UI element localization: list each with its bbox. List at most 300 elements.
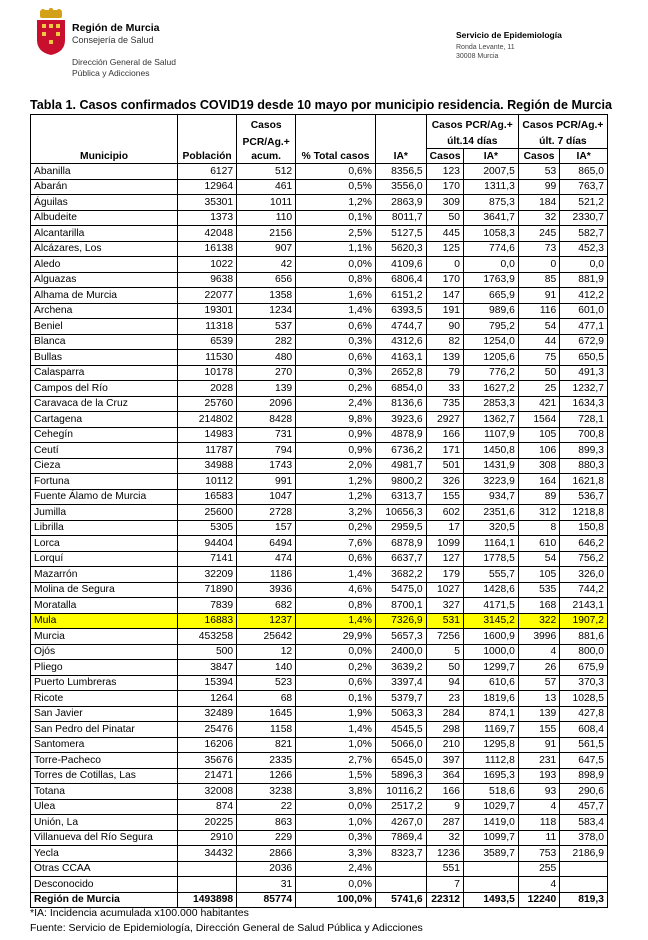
cell-casos-7d: 54 bbox=[518, 319, 559, 335]
cell-casos-14d: 191 bbox=[426, 303, 463, 319]
cell-ia: 4744,7 bbox=[375, 319, 426, 335]
cell-pct: 0,6% bbox=[296, 551, 376, 567]
source-note: Fuente: Servicio de Epidemiología, Dirección General de Salud Pública y Adicciones bbox=[30, 922, 423, 934]
cell-casos-7d: 4 bbox=[518, 799, 559, 815]
cell-poblacion: 11318 bbox=[178, 319, 237, 335]
cell-municipio: Abanilla bbox=[31, 164, 178, 180]
cell-casos-14d: 501 bbox=[426, 458, 463, 474]
table-row bbox=[31, 613, 608, 629]
cell-ia-7d: 675,9 bbox=[560, 660, 608, 676]
header-ia-spacer bbox=[375, 115, 426, 132]
cell-casos-14d: 602 bbox=[426, 505, 463, 521]
cell-pct: 0,3% bbox=[296, 830, 376, 846]
cell-ia-14d: 875,3 bbox=[463, 195, 518, 211]
header-7d-bottom: últ. 7 días bbox=[518, 132, 607, 149]
cell-ia-7d: 728,1 bbox=[560, 412, 608, 428]
cell-casos: 523 bbox=[237, 675, 296, 691]
cell-poblacion: 35676 bbox=[178, 753, 237, 769]
cell-ia: 8323,7 bbox=[375, 846, 426, 862]
cell-casos: 6494 bbox=[237, 536, 296, 552]
cell-pct: 1,2% bbox=[296, 489, 376, 505]
cell-ia-7d: 608,4 bbox=[560, 722, 608, 738]
table-row bbox=[31, 830, 608, 846]
cell-pct: 29,9% bbox=[296, 629, 376, 645]
cell-casos-14d: 79 bbox=[426, 365, 463, 381]
cell-casos: 2096 bbox=[237, 396, 296, 412]
cell-ia-14d: 795,2 bbox=[463, 319, 518, 335]
cell-casos-7d: 312 bbox=[518, 505, 559, 521]
cell-ia: 3923,6 bbox=[375, 412, 426, 428]
cell-poblacion: 6539 bbox=[178, 334, 237, 350]
cell-ia-7d: 477,1 bbox=[560, 319, 608, 335]
cell-municipio: Mula bbox=[31, 613, 178, 629]
cell-municipio: Fortuna bbox=[31, 474, 178, 490]
cell-ia: 5657,3 bbox=[375, 629, 426, 645]
cell-municipio: Ricote bbox=[31, 691, 178, 707]
cell-ia: 2959,5 bbox=[375, 520, 426, 536]
cell-casos-14d: 445 bbox=[426, 226, 463, 242]
cell-casos-7d: 4 bbox=[518, 644, 559, 660]
cell-ia: 4163,1 bbox=[375, 350, 426, 366]
cell-poblacion: 42048 bbox=[178, 226, 237, 242]
cell-casos-7d: 8 bbox=[518, 520, 559, 536]
cell-casos-14d: 170 bbox=[426, 272, 463, 288]
cell-ia-14d: 3223,9 bbox=[463, 474, 518, 490]
header-ia-spacer-2 bbox=[375, 132, 426, 149]
cell-municipio: Cehegín bbox=[31, 427, 178, 443]
cell-casos: 1237 bbox=[237, 613, 296, 629]
cell-casos: 1358 bbox=[237, 288, 296, 304]
cell-ia: 7326,9 bbox=[375, 613, 426, 629]
footnote: *IA: Incidencia acumulada x100.000 habitantes bbox=[30, 907, 249, 919]
cell-casos-7d: 105 bbox=[518, 427, 559, 443]
cell-poblacion: 22077 bbox=[178, 288, 237, 304]
header-7d-ia: IA* bbox=[560, 149, 608, 164]
cell-municipio: Lorquí bbox=[31, 551, 178, 567]
cell-ia-7d: 427,8 bbox=[560, 706, 608, 722]
cell-casos-7d: 11 bbox=[518, 830, 559, 846]
cell-pct: 0,6% bbox=[296, 350, 376, 366]
cell-ia-7d: 150,8 bbox=[560, 520, 608, 536]
cell-casos-14d: 364 bbox=[426, 768, 463, 784]
service-address-line-1: Ronda Levante, 11 bbox=[456, 44, 515, 51]
table-row bbox=[31, 582, 608, 598]
cell-casos-7d: 57 bbox=[518, 675, 559, 691]
cell-ia-7d: 744,2 bbox=[560, 582, 608, 598]
cell-ia-14d: 1295,8 bbox=[463, 737, 518, 753]
cell-pct: 0,2% bbox=[296, 520, 376, 536]
cell-ia-14d: 3589,7 bbox=[463, 846, 518, 862]
cell-pct: 100,0% bbox=[296, 892, 376, 908]
cell-ia-14d bbox=[463, 877, 518, 893]
cell-casos: 1743 bbox=[237, 458, 296, 474]
cell-ia-7d bbox=[560, 861, 608, 877]
cell-casos: 991 bbox=[237, 474, 296, 490]
cell-casos-7d: 105 bbox=[518, 567, 559, 583]
table-row bbox=[31, 536, 608, 552]
cell-casos: 85774 bbox=[237, 892, 296, 908]
cell-ia-7d: 457,7 bbox=[560, 799, 608, 815]
cell-ia-14d: 2351,6 bbox=[463, 505, 518, 521]
cell-casos-7d: 93 bbox=[518, 784, 559, 800]
table-row bbox=[31, 660, 608, 676]
cell-casos-14d: 139 bbox=[426, 350, 463, 366]
cell-ia-14d: 1107,9 bbox=[463, 427, 518, 443]
cell-poblacion: 6127 bbox=[178, 164, 237, 180]
cell-casos: 229 bbox=[237, 830, 296, 846]
cell-ia-14d: 3145,2 bbox=[463, 613, 518, 629]
cell-ia-14d: 1362,7 bbox=[463, 412, 518, 428]
cell-ia-7d: 1634,3 bbox=[560, 396, 608, 412]
cell-poblacion: 19301 bbox=[178, 303, 237, 319]
cell-pct: 1,4% bbox=[296, 303, 376, 319]
cell-ia-7d: 2186,9 bbox=[560, 846, 608, 862]
cell-ia-7d: 452,3 bbox=[560, 241, 608, 257]
cell-ia-14d: 934,7 bbox=[463, 489, 518, 505]
table-row bbox=[31, 489, 608, 505]
cell-municipio: Fuente Álamo de Murcia bbox=[31, 489, 178, 505]
table-row bbox=[31, 458, 608, 474]
cell-poblacion: 1493898 bbox=[178, 892, 237, 908]
cell-poblacion: 20225 bbox=[178, 815, 237, 831]
cell-ia: 9800,2 bbox=[375, 474, 426, 490]
cell-ia-14d: 1431,9 bbox=[463, 458, 518, 474]
cell-ia-7d: 647,5 bbox=[560, 753, 608, 769]
cell-ia-7d: 672,9 bbox=[560, 334, 608, 350]
header-pct-spacer-2 bbox=[296, 132, 376, 149]
header-14d-top: Casos PCR/Ag.+ bbox=[426, 115, 518, 132]
table-row bbox=[31, 257, 608, 273]
cell-ia-14d: 1419,0 bbox=[463, 815, 518, 831]
cell-ia: 6736,2 bbox=[375, 443, 426, 459]
cell-poblacion: 214802 bbox=[178, 412, 237, 428]
cell-ia-7d: 536,7 bbox=[560, 489, 608, 505]
cell-poblacion: 32209 bbox=[178, 567, 237, 583]
cell-ia-14d: 1169,7 bbox=[463, 722, 518, 738]
table-row bbox=[31, 474, 608, 490]
cell-casos: 8428 bbox=[237, 412, 296, 428]
cell-municipio: San Javier bbox=[31, 706, 178, 722]
cell-pct: 0,2% bbox=[296, 660, 376, 676]
cell-casos-7d: 193 bbox=[518, 768, 559, 784]
cell-casos-7d: 255 bbox=[518, 861, 559, 877]
cell-casos: 474 bbox=[237, 551, 296, 567]
table-row bbox=[31, 768, 608, 784]
header-municipio-spacer-2 bbox=[31, 132, 178, 149]
cell-ia: 6151,2 bbox=[375, 288, 426, 304]
cell-municipio: Archena bbox=[31, 303, 178, 319]
cell-ia-7d: 2143,1 bbox=[560, 598, 608, 614]
cell-casos-14d: 298 bbox=[426, 722, 463, 738]
cell-poblacion: 10178 bbox=[178, 365, 237, 381]
cell-casos-14d: 327 bbox=[426, 598, 463, 614]
cell-casos-7d: 610 bbox=[518, 536, 559, 552]
cell-casos-14d: 123 bbox=[426, 164, 463, 180]
cell-municipio: Alguazas bbox=[31, 272, 178, 288]
cell-casos: 3936 bbox=[237, 582, 296, 598]
cell-casos-14d: 171 bbox=[426, 443, 463, 459]
cell-casos: 25642 bbox=[237, 629, 296, 645]
cell-municipio: Mazarrón bbox=[31, 567, 178, 583]
header-14d-casos: Casos bbox=[426, 149, 463, 164]
cell-municipio: Jumilla bbox=[31, 505, 178, 521]
cell-municipio: Albudeite bbox=[31, 210, 178, 226]
cell-pct: 0,8% bbox=[296, 272, 376, 288]
cell-casos-14d: 17 bbox=[426, 520, 463, 536]
cell-pct: 1,2% bbox=[296, 474, 376, 490]
cell-casos-14d: 166 bbox=[426, 427, 463, 443]
cell-ia-14d: 2007,5 bbox=[463, 164, 518, 180]
table-row bbox=[31, 381, 608, 397]
cell-municipio: Librilla bbox=[31, 520, 178, 536]
cell-municipio: Blanca bbox=[31, 334, 178, 350]
cell-casos: 1047 bbox=[237, 489, 296, 505]
cell-casos-7d: 535 bbox=[518, 582, 559, 598]
cell-municipio: Alcantarilla bbox=[31, 226, 178, 242]
cell-ia-14d: 4171,5 bbox=[463, 598, 518, 614]
cell-pct: 0,3% bbox=[296, 365, 376, 381]
cell-casos: 22 bbox=[237, 799, 296, 815]
cell-ia-14d: 1763,9 bbox=[463, 272, 518, 288]
cell-municipio: Ceutí bbox=[31, 443, 178, 459]
cell-municipio: Beniel bbox=[31, 319, 178, 335]
cell-casos: 1266 bbox=[237, 768, 296, 784]
cell-ia bbox=[375, 877, 426, 893]
cell-ia: 8011,7 bbox=[375, 210, 426, 226]
cell-ia: 3397,4 bbox=[375, 675, 426, 691]
cell-ia-7d: 582,7 bbox=[560, 226, 608, 242]
cell-casos-14d: 147 bbox=[426, 288, 463, 304]
cell-ia: 4878,9 bbox=[375, 427, 426, 443]
cell-ia-14d bbox=[463, 861, 518, 877]
cell-ia-14d: 2853,3 bbox=[463, 396, 518, 412]
cell-municipio: Totana bbox=[31, 784, 178, 800]
table-total-row bbox=[31, 892, 608, 908]
cell-casos-7d: 26 bbox=[518, 660, 559, 676]
cell-ia: 4545,5 bbox=[375, 722, 426, 738]
cell-ia-14d: 1428,6 bbox=[463, 582, 518, 598]
cell-poblacion: 16883 bbox=[178, 613, 237, 629]
cell-municipio: Región de Murcia bbox=[31, 892, 178, 908]
cell-casos-7d: 53 bbox=[518, 164, 559, 180]
cell-municipio: Puerto Lumbreras bbox=[31, 675, 178, 691]
cell-pct: 0,9% bbox=[296, 427, 376, 443]
cell-casos-7d: 231 bbox=[518, 753, 559, 769]
cell-ia-7d: 370,3 bbox=[560, 675, 608, 691]
cell-ia: 2863,9 bbox=[375, 195, 426, 211]
cell-municipio: San Pedro del Pinatar bbox=[31, 722, 178, 738]
table-row bbox=[31, 520, 608, 536]
cell-ia-14d: 1627,2 bbox=[463, 381, 518, 397]
table-row bbox=[31, 195, 608, 211]
cell-ia-7d: 326,0 bbox=[560, 567, 608, 583]
cell-pct: 0,0% bbox=[296, 644, 376, 660]
cell-poblacion: 34432 bbox=[178, 846, 237, 862]
org-name: Región de Murcia bbox=[72, 22, 160, 34]
cell-casos-7d: 3996 bbox=[518, 629, 559, 645]
cell-casos-14d: 1027 bbox=[426, 582, 463, 598]
cell-casos-14d: 7 bbox=[426, 877, 463, 893]
cell-poblacion: 11530 bbox=[178, 350, 237, 366]
cell-casos: 461 bbox=[237, 179, 296, 195]
cell-poblacion: 32008 bbox=[178, 784, 237, 800]
cell-municipio: Pliego bbox=[31, 660, 178, 676]
cell-ia-7d: 0,0 bbox=[560, 257, 608, 273]
cell-ia-7d bbox=[560, 877, 608, 893]
cell-casos-14d: 1099 bbox=[426, 536, 463, 552]
cell-casos-14d: 5 bbox=[426, 644, 463, 660]
cell-casos-7d: 32 bbox=[518, 210, 559, 226]
table-row bbox=[31, 226, 608, 242]
cell-casos-14d: 1236 bbox=[426, 846, 463, 862]
cell-casos: 2156 bbox=[237, 226, 296, 242]
cell-poblacion: 16206 bbox=[178, 737, 237, 753]
cell-poblacion: 1022 bbox=[178, 257, 237, 273]
table-row bbox=[31, 443, 608, 459]
cell-poblacion: 874 bbox=[178, 799, 237, 815]
cell-casos-7d: 421 bbox=[518, 396, 559, 412]
cell-casos-14d: 50 bbox=[426, 660, 463, 676]
cell-casos-14d: 125 bbox=[426, 241, 463, 257]
cell-casos-14d: 284 bbox=[426, 706, 463, 722]
cell-casos-14d: 2927 bbox=[426, 412, 463, 428]
cell-ia bbox=[375, 861, 426, 877]
cell-casos-14d: 166 bbox=[426, 784, 463, 800]
cell-casos: 537 bbox=[237, 319, 296, 335]
cell-casos: 2036 bbox=[237, 861, 296, 877]
cell-ia-14d: 555,7 bbox=[463, 567, 518, 583]
cell-casos-7d: 25 bbox=[518, 381, 559, 397]
table-row bbox=[31, 706, 608, 722]
cell-ia: 6393,5 bbox=[375, 303, 426, 319]
table-row bbox=[31, 846, 608, 862]
cell-pct: 0,1% bbox=[296, 691, 376, 707]
cell-casos: 1645 bbox=[237, 706, 296, 722]
cell-ia-14d: 1600,9 bbox=[463, 629, 518, 645]
cell-casos-7d: 99 bbox=[518, 179, 559, 195]
table-row bbox=[31, 551, 608, 567]
cell-poblacion: 2028 bbox=[178, 381, 237, 397]
cell-pct: 1,5% bbox=[296, 768, 376, 784]
cell-casos-7d: 184 bbox=[518, 195, 559, 211]
cell-pct: 7,6% bbox=[296, 536, 376, 552]
cell-casos-14d: 287 bbox=[426, 815, 463, 831]
cell-municipio: Lorca bbox=[31, 536, 178, 552]
table-row bbox=[31, 567, 608, 583]
cell-ia: 3639,2 bbox=[375, 660, 426, 676]
cell-ia-7d: 819,3 bbox=[560, 892, 608, 908]
cell-casos-7d: 12240 bbox=[518, 892, 559, 908]
cell-pct: 1,0% bbox=[296, 815, 376, 831]
cell-casos: 42 bbox=[237, 257, 296, 273]
cell-poblacion: 71890 bbox=[178, 582, 237, 598]
cell-ia-7d: 1232,7 bbox=[560, 381, 608, 397]
cell-ia-14d: 989,6 bbox=[463, 303, 518, 319]
cell-ia-14d: 1450,8 bbox=[463, 443, 518, 459]
cell-casos: 821 bbox=[237, 737, 296, 753]
cell-ia-14d: 1099,7 bbox=[463, 830, 518, 846]
cell-pct: 1,0% bbox=[296, 737, 376, 753]
header-poblacion-spacer bbox=[178, 115, 237, 132]
cell-poblacion: 2910 bbox=[178, 830, 237, 846]
cell-casos-14d: 33 bbox=[426, 381, 463, 397]
cell-ia-7d: 650,5 bbox=[560, 350, 608, 366]
cell-casos: 480 bbox=[237, 350, 296, 366]
cell-poblacion bbox=[178, 861, 237, 877]
table-row bbox=[31, 396, 608, 412]
cell-poblacion: 25600 bbox=[178, 505, 237, 521]
cell-pct: 3,3% bbox=[296, 846, 376, 862]
header-casos-bottom: acum. bbox=[237, 149, 296, 164]
cell-poblacion: 16138 bbox=[178, 241, 237, 257]
cell-ia-14d: 874,1 bbox=[463, 706, 518, 722]
cell-casos: 3238 bbox=[237, 784, 296, 800]
cell-casos-14d: 50 bbox=[426, 210, 463, 226]
cell-pct: 0,8% bbox=[296, 598, 376, 614]
cell-ia-7d: 601,0 bbox=[560, 303, 608, 319]
cell-ia-7d: 898,9 bbox=[560, 768, 608, 784]
header-municipio-spacer bbox=[31, 115, 178, 132]
cell-ia-7d: 378,0 bbox=[560, 830, 608, 846]
cell-casos: 12 bbox=[237, 644, 296, 660]
cell-pct: 0,0% bbox=[296, 799, 376, 815]
cell-pct: 4,6% bbox=[296, 582, 376, 598]
cell-ia: 4109,6 bbox=[375, 257, 426, 273]
cell-municipio: Yecla bbox=[31, 846, 178, 862]
table-row bbox=[31, 877, 608, 893]
cell-casos-14d: 397 bbox=[426, 753, 463, 769]
cell-ia-7d: 646,2 bbox=[560, 536, 608, 552]
cell-municipio: Alcázares, Los bbox=[31, 241, 178, 257]
cell-casos: 270 bbox=[237, 365, 296, 381]
table-row bbox=[31, 505, 608, 521]
cell-ia: 5127,5 bbox=[375, 226, 426, 242]
cell-ia-7d: 521,2 bbox=[560, 195, 608, 211]
cell-ia-14d: 518,6 bbox=[463, 784, 518, 800]
cell-pct: 2,4% bbox=[296, 396, 376, 412]
cell-ia-14d: 1254,0 bbox=[463, 334, 518, 350]
cell-ia: 6854,0 bbox=[375, 381, 426, 397]
cell-municipio: Murcia bbox=[31, 629, 178, 645]
cell-casos: 31 bbox=[237, 877, 296, 893]
cell-ia-14d: 1311,3 bbox=[463, 179, 518, 195]
cell-casos-7d: 139 bbox=[518, 706, 559, 722]
cell-ia-14d: 1112,8 bbox=[463, 753, 518, 769]
cell-pct: 2,4% bbox=[296, 861, 376, 877]
cell-municipio: Torres de Cotillas, Las bbox=[31, 768, 178, 784]
cell-casos-14d: 735 bbox=[426, 396, 463, 412]
table-row bbox=[31, 644, 608, 660]
cell-ia-7d: 880,3 bbox=[560, 458, 608, 474]
cell-casos: 1234 bbox=[237, 303, 296, 319]
cell-poblacion: 14983 bbox=[178, 427, 237, 443]
cell-casos-7d: 753 bbox=[518, 846, 559, 862]
cell-municipio: Bullas bbox=[31, 350, 178, 366]
cell-ia-7d: 881,6 bbox=[560, 629, 608, 645]
cell-casos: 656 bbox=[237, 272, 296, 288]
cell-municipio: Abarán bbox=[31, 179, 178, 195]
cell-pct: 1,1% bbox=[296, 241, 376, 257]
cell-municipio: Aledo bbox=[31, 257, 178, 273]
table-row bbox=[31, 365, 608, 381]
cell-casos-7d: 54 bbox=[518, 551, 559, 567]
cell-casos-7d: 91 bbox=[518, 737, 559, 753]
header-poblacion: Población bbox=[178, 149, 237, 164]
cell-ia-7d: 412,2 bbox=[560, 288, 608, 304]
cell-pct: 0,6% bbox=[296, 319, 376, 335]
cell-ia: 8136,6 bbox=[375, 396, 426, 412]
cell-municipio: Ojós bbox=[31, 644, 178, 660]
